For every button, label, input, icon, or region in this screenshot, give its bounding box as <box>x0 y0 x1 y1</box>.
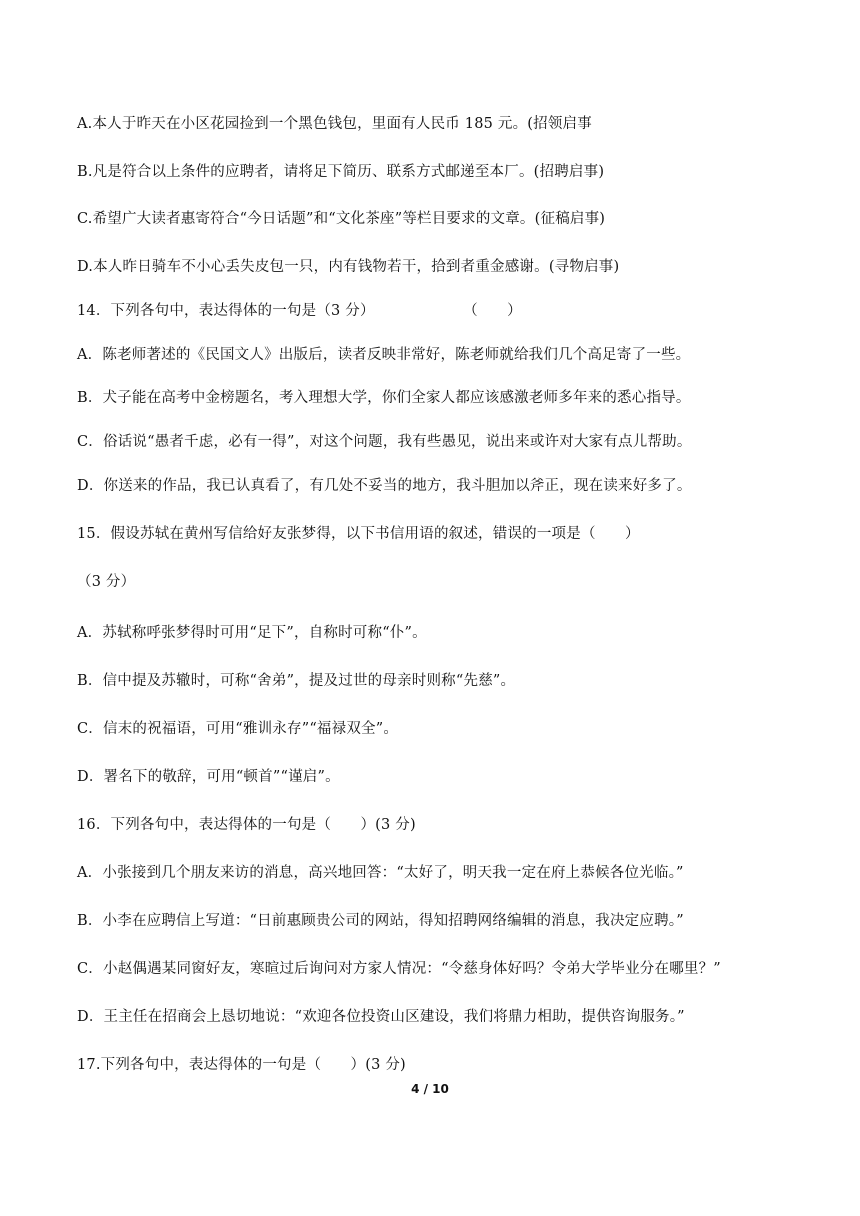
question-16-stem: 16．下列各句中，表达得体的一句是（ ）(3 分) <box>77 817 416 833</box>
option-b-text: B.凡是符合以上条件的应聘者，请将足下简历、联系方式邮递至本厂。(招聘启事) <box>77 164 605 180</box>
question-15-option-b: B．信中提及苏辙时，可称“舍弟”，提及过世的母亲时则称“先慈”。 <box>77 673 516 689</box>
page-number: 4 / 10 <box>411 1082 449 1096</box>
question-15-score: （3 分） <box>77 574 136 590</box>
question-15-stem: 15．假设苏轼在黄州写信给好友张梦得，以下书信用语的叙述，错误的一项是（ ） <box>77 526 640 542</box>
question-14-option-c: C．俗话说“愚者千虑，必有一得”，对这个问题，我有些愚见，说出来或许对大家有点儿帮助。 <box>77 434 692 450</box>
option-c-text: C.希望广大读者惠寄符合“今日话题”和“文化茶座”等栏目要求的文章。(征稿启事) <box>77 211 606 227</box>
question-14-option-b: B．犬子能在高考中金榜题名，考入理想大学，你们全家人都应该感激老师多年来的悉心指导。 <box>77 390 691 406</box>
question-14-option-a: A．陈老师著述的《民国文人》出版后，读者反映非常好，陈老师就给我们几个高足寄了一些。 <box>77 347 691 363</box>
option-a-text: A.本人于昨天在小区花园捡到一个黑色钱包，里面有人民币 185 元。(招领启事 <box>77 116 592 132</box>
question-16-option-c: C．小赵偶遇某同窗好友，寒暄过后询问对方家人情况：“令慈身体好吗？令弟大学毕业分在哪里？” <box>77 961 721 977</box>
question-15-option-c: C．信末的祝福语，可用“雅训永存”“福禄双全”。 <box>77 721 399 737</box>
question-16-option-b: B．小李在应聘信上写道：“日前惠顾贵公司的网站，得知招聘网络编辑的消息，我决定应聘。” <box>77 913 684 929</box>
question-15-option-a: A．苏轼称呼张梦得时可用“足下”，自称时可称“仆”。 <box>77 625 427 641</box>
question-16-option-a: A．小张接到几个朋友来访的消息，高兴地回答：“太好了，明天我一定在府上恭候各位光临。” <box>77 865 684 881</box>
question-14-option-d: D．你送来的作品，我已认真看了，有几处不妥当的地方，我斗胆加以斧正，现在读来好多了。 <box>77 478 692 494</box>
question-17-stem: 17.下列各句中，表达得体的一句是（ ）(3 分) <box>77 1057 406 1073</box>
question-14-stem: 14．下列各句中，表达得体的一句是（3 分） （ ） <box>77 303 522 319</box>
option-d-text: D.本人昨日骑车不小心丢失皮包一只，内有钱物若干，拾到者重金感谢。(寻物启事) <box>77 259 620 275</box>
question-16-option-d: D．王主任在招商会上恳切地说：“欢迎各位投资山区建设，我们将鼎力相助，提供咨询服务。” <box>77 1009 685 1025</box>
question-15-option-d: D．署名下的敬辞，可用“顿首”“谨启”。 <box>77 769 340 785</box>
